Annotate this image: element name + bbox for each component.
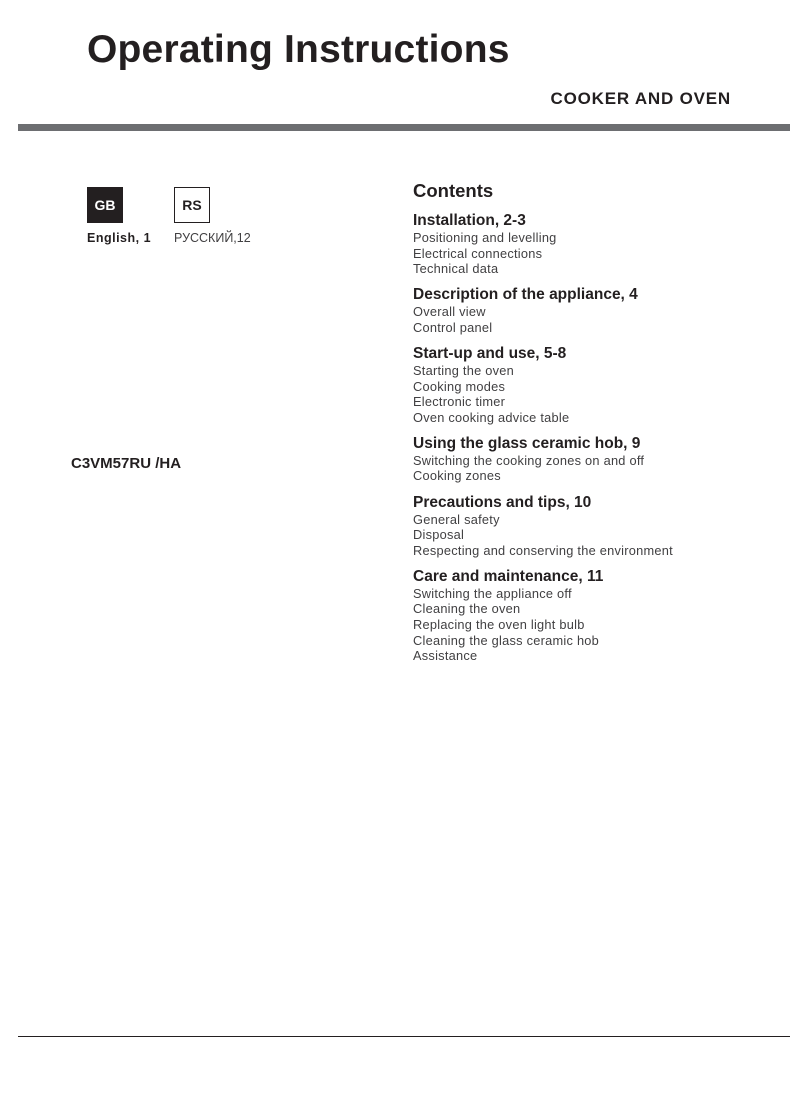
section-item: Oven cooking advice table bbox=[413, 409, 570, 425]
contents-section bbox=[413, 493, 793, 559]
contents-section bbox=[413, 211, 793, 277]
contents-section bbox=[413, 285, 793, 335]
top-divider bbox=[18, 124, 790, 131]
section-item: Overall view bbox=[413, 304, 486, 320]
language-label-english: English, 1 bbox=[87, 231, 152, 245]
section-item: Assistance bbox=[413, 648, 478, 664]
section-title: Care and maintenance, 11 bbox=[413, 567, 604, 585]
section-item: Respecting and conserving the environment bbox=[413, 542, 673, 558]
model-number: C3VM57RU /HA bbox=[71, 455, 182, 472]
section-title: Installation, 2-3 bbox=[413, 212, 526, 229]
contents-heading: Contents bbox=[413, 180, 494, 201]
section-item: Switching the appliance off bbox=[413, 585, 572, 601]
section-title: Using the glass ceramic hob, 9 bbox=[413, 434, 641, 452]
page-title: Operating Instructions bbox=[87, 28, 510, 71]
table-of-contents bbox=[413, 179, 793, 672]
section-item: Control panel bbox=[413, 319, 493, 335]
section-title: Start-up and use, 5-8 bbox=[413, 344, 567, 362]
section-item: Cooking zones bbox=[413, 468, 501, 484]
section-item: Switching the cooking zones on and off bbox=[413, 452, 645, 468]
language-badge-rs[interactable]: RS bbox=[174, 187, 210, 223]
section-item: Electronic timer bbox=[413, 394, 506, 410]
section-item: Technical data bbox=[413, 261, 499, 277]
section-item: Starting the oven bbox=[413, 362, 515, 378]
section-item: Disposal bbox=[413, 527, 465, 543]
language-label-russian: РУССКИЙ,12 bbox=[174, 231, 251, 245]
section-item: General safety bbox=[413, 511, 500, 527]
contents-section bbox=[413, 567, 793, 664]
language-badge-gb[interactable]: GB bbox=[87, 187, 123, 223]
section-title: Precautions and tips, 10 bbox=[413, 493, 592, 511]
contents-section bbox=[413, 434, 793, 484]
section-item: Electrical connections bbox=[413, 245, 543, 261]
contents-section bbox=[413, 344, 793, 425]
section-item: Replacing the oven light bulb bbox=[413, 617, 585, 632]
section-item: Cleaning the oven bbox=[413, 601, 521, 617]
contents-sections bbox=[413, 211, 793, 664]
section-item: Cooking modes bbox=[413, 378, 506, 394]
bottom-divider bbox=[18, 1036, 790, 1037]
section-item: Positioning and levelling bbox=[413, 230, 557, 245]
section-title: Description of the appliance, 4 bbox=[413, 286, 638, 304]
section-item: Cleaning the glass ceramic hob bbox=[413, 632, 600, 648]
page-subtitle: COOKER AND OVEN bbox=[550, 89, 731, 108]
